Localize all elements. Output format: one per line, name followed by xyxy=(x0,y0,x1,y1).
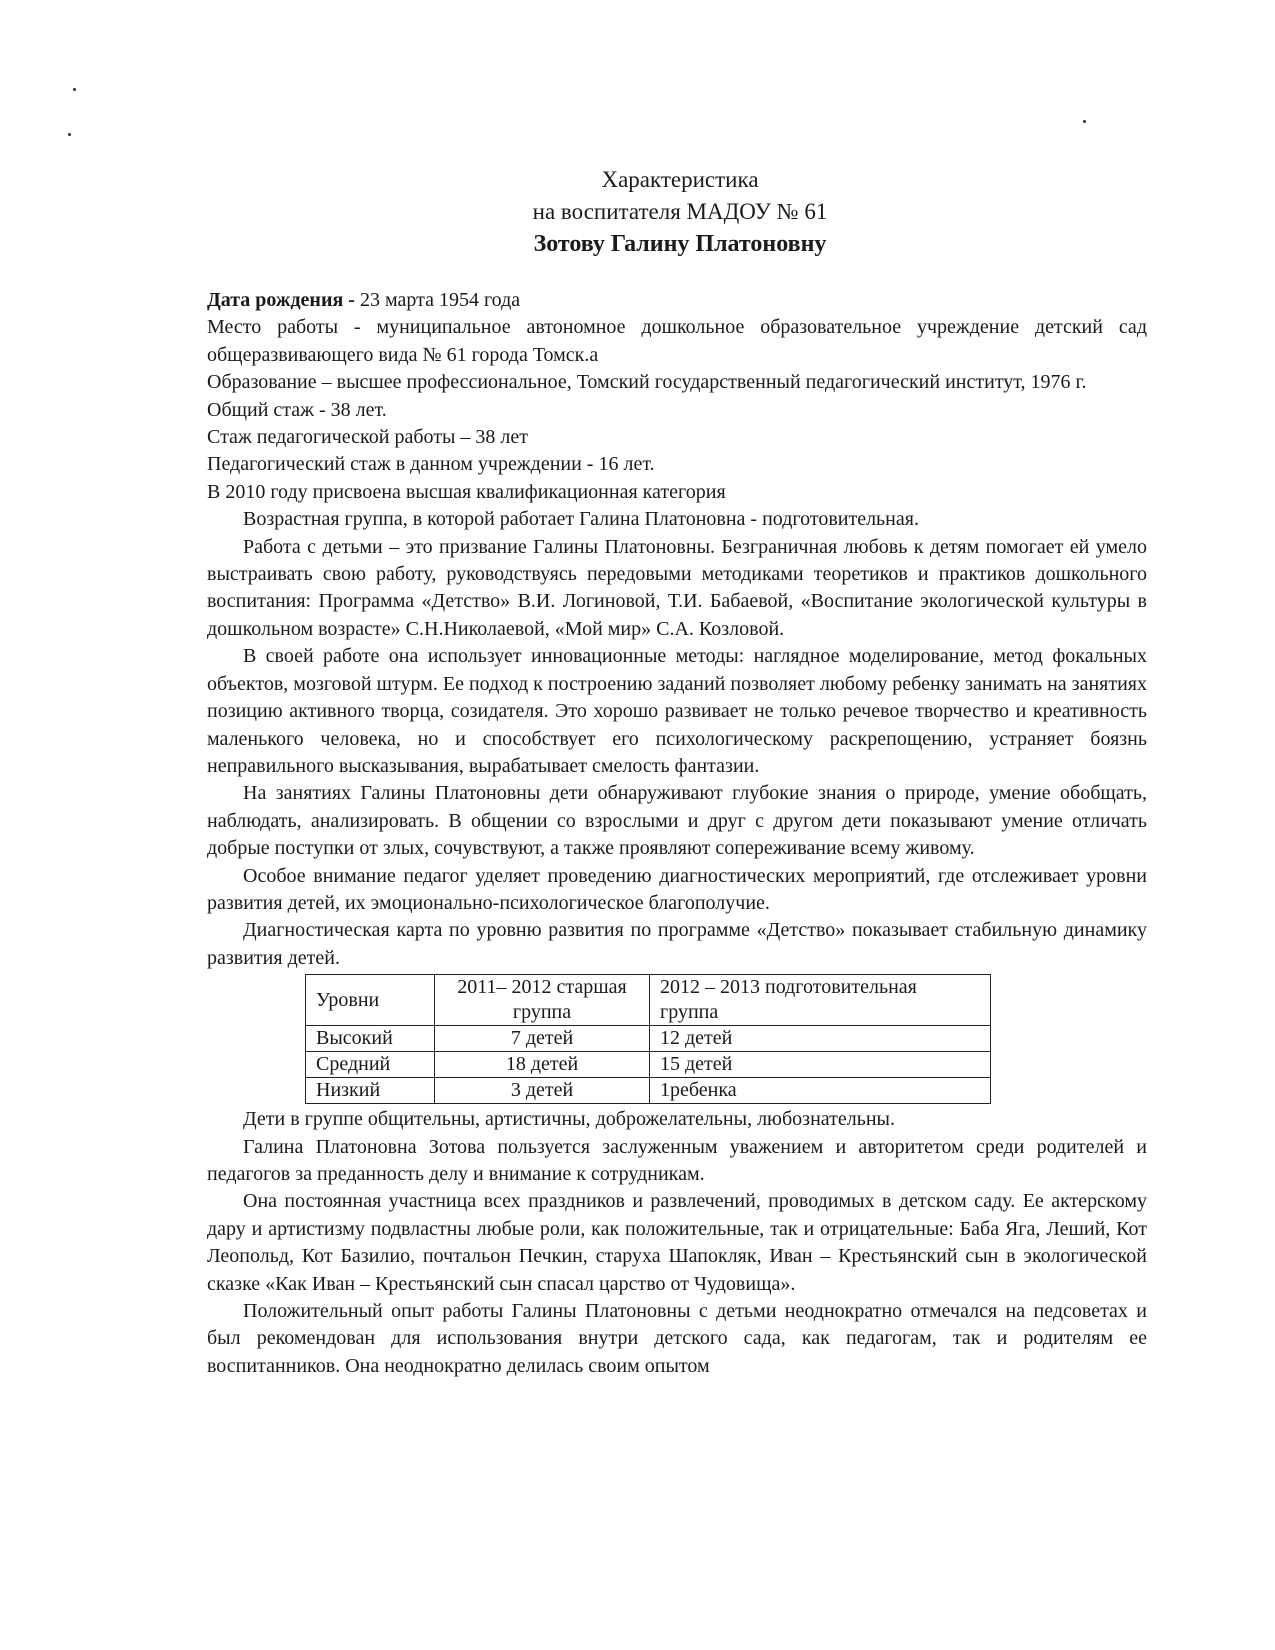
table-cell: 1ребенка xyxy=(650,1078,991,1104)
table-cell: Низкий xyxy=(306,1078,435,1104)
table-row xyxy=(306,1052,991,1078)
table-cell: 3 детей xyxy=(435,1078,650,1104)
paragraph: Работа с детьми – это призвание Галины Платоновны. Безграничная любовь к детям помогает ей умело выстраивать свою работу, руководствуясь передовыми методиками теоретиков и практиков дошкольного воспитания: Программа «Детство» В.И. Логиновой, Т.И. Бабаевой, «Воспитание экологической культуры в дошкольном возрасте» С.Н.Николаевой, «Мой мир» С.А. Козловой. xyxy=(207,535,1147,640)
paragraph: Положительный опыт работы Галины Платоновны с детьми неоднократно отмечался на педсоветах и был рекомендован для использования внутри детского сада, как педагогам, так и родителям ее воспитанников. Она неоднократно делилась своим опытом xyxy=(207,1300,1147,1377)
employee-name: Зотову Галину Платоновну xyxy=(533,231,827,257)
birth-value: 23 марта 1954 года xyxy=(354,289,521,311)
table-cell: 18 детей xyxy=(435,1052,650,1078)
table-row xyxy=(306,1078,991,1104)
category: В 2010 году присвоена высшая квалификационная категория xyxy=(207,480,726,503)
table-cell: 15 детей xyxy=(650,1052,991,1078)
diagnostic-table xyxy=(305,974,991,1104)
header-cell: Уровни xyxy=(306,975,435,1026)
paragraph: Галина Платоновна Зотова пользуется заслуженным уважением и авторитетом среди родителей и педагогов за преданность делу и внимание к сотрудникам. xyxy=(207,1135,1147,1185)
table-cell: Средний xyxy=(306,1052,435,1078)
birth-date xyxy=(207,287,1147,314)
paragraph: Особое внимание педагог уделяет проведению диагностических мероприятий, где отслеживает уровни развития детей, их эмоционально-психологическое благополучие. xyxy=(207,864,1147,914)
total-experience: Общий стаж - 38 лет. xyxy=(207,398,387,421)
paragraph: Диагностическая карта по уровню развития по программе «Детство» показывает стабильную динамику развития детей. xyxy=(207,919,1147,969)
paragraph: Дети в группе общительны, артистичны, доброжелательны, любознательны. xyxy=(243,1108,895,1131)
scan-speck xyxy=(73,88,76,91)
document-body xyxy=(207,287,1147,1380)
scan-speck xyxy=(1083,120,1086,123)
header-cell: 2011– 2012 старшая группа xyxy=(435,975,650,1026)
scan-speck xyxy=(68,133,71,136)
header-cell: 2012 – 2013 подготовительная группа xyxy=(650,975,991,1026)
paragraph: В своей работе она использует инновационные методы: наглядное моделирование, метод фокальных объектов, мозговой штурм. Ее подход к построению заданий позволяет любому ребенку занимать на занятиях позицию активного творца, созидателя. Это хорошо развивает не только речевое творчество и креативность маленького человека, но и способствует его психологическому раскрепощению, устраняет боязнь неправильного высказывания, вырабатывает смелость фантазии. xyxy=(207,645,1147,777)
table-cell: 12 детей xyxy=(650,1026,991,1052)
table-cell: 7 детей xyxy=(435,1026,650,1052)
table-cell: Высокий xyxy=(306,1026,435,1052)
document-title: Характеристика xyxy=(601,167,759,192)
document-subtitle: на воспитателя МАДОУ № 61 xyxy=(532,199,828,224)
paragraph: Она постоянная участница всех праздников и развлечений, проводимых в детском саду. Ее актерскому дару и артистизму подвластны любые роли, как положительные, так и отрицательные: Баба Яга, Леший, Кот Леопольд, Кот Базилио, почтальон Печкин, старуха Шапокляк, Иван – Крестьянский сын в экологической сказке «Как Иван – Крестьянский сын спасал царство от Чудовища». xyxy=(207,1190,1147,1295)
education: Образование – высшее профессиональное, Томский государственный педагогический институт, 1976 г. xyxy=(207,371,1087,394)
workplace: Место работы - муниципальное автономное дошкольное образовательное учреждение детский сад общеразвивающего вида № 61 города Томск.а xyxy=(207,316,1147,366)
table-row xyxy=(306,1026,991,1052)
birth-label: Дата рождения - xyxy=(207,289,355,311)
table-header-row xyxy=(306,975,991,1026)
paragraph: Возрастная группа, в которой работает Галина Платоновна - подготовительная. xyxy=(243,508,919,531)
teaching-experience: Стаж педагогической работы – 38 лет xyxy=(207,426,529,449)
institution-experience: Педагогический стаж в данном учреждении - 16 лет. xyxy=(207,453,655,476)
paragraph: На занятиях Галины Платоновны дети обнаруживают глубокие знания о природе, умение обобщать, наблюдать, анализировать. В общении со взрослыми и друг с другом дети показывают умение отличать добрые поступки от злых, сочувствуют, а также проявляют сопереживание всему живому. xyxy=(207,782,1147,860)
